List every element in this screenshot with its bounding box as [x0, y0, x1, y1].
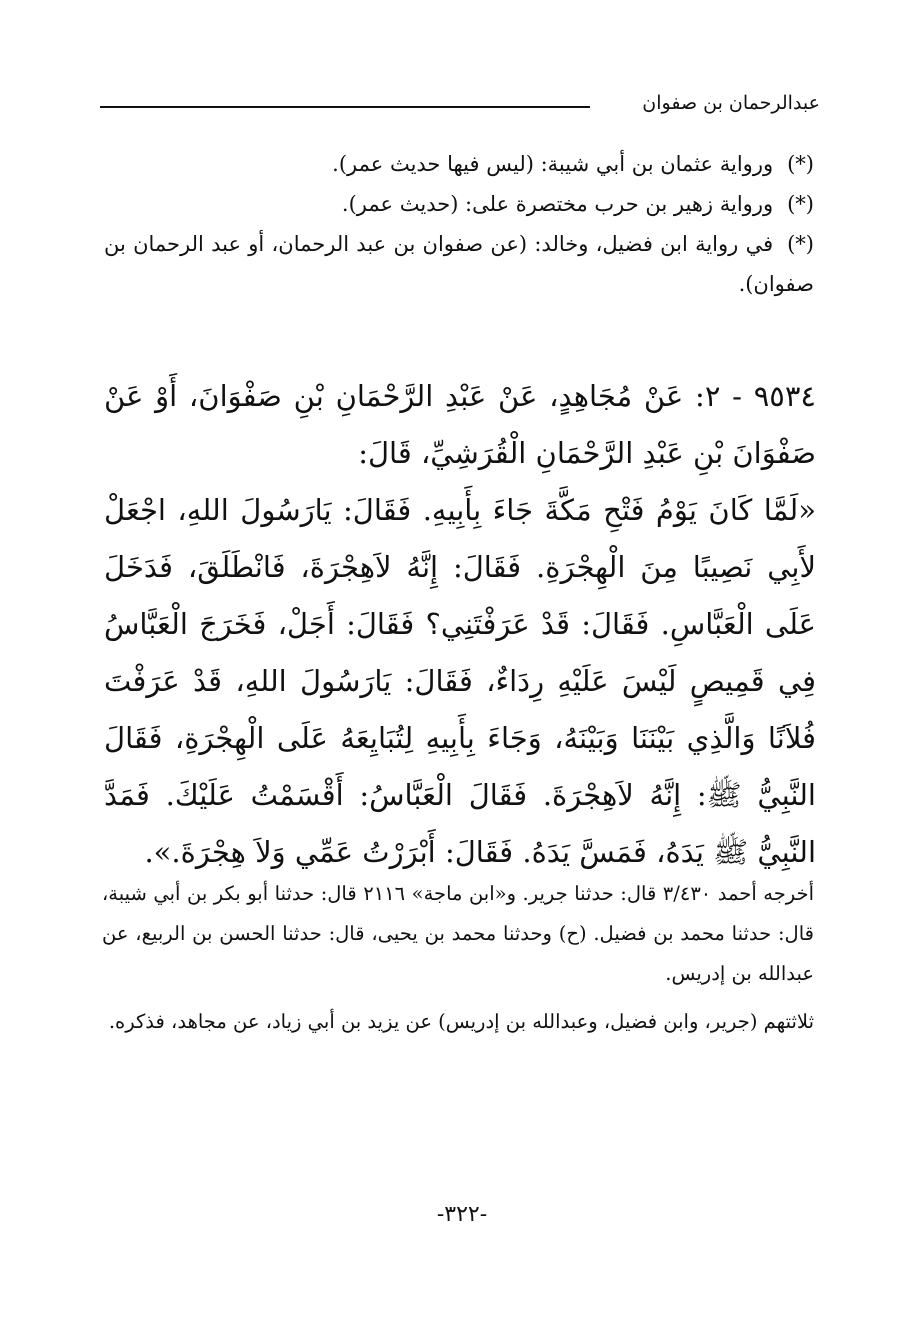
hadith-isnad-text: عَنْ مُجَاهِدٍ، عَنْ عَبْدِ الرَّحْمَانِ بْنِ صَفْوَانَ، أَوْ عَنْ صَفْوَانَ بْنِ عَبْدِ الرَّحْمَانِ الْقُرَشِيِّ، قَالَ:	[104, 379, 816, 470]
takhrij-section	[102, 874, 814, 1042]
takhrij-paragraph: أخرجه أحمد ٣/٤٣٠ قال: حدثنا جرير. و«ابن ماجة» ٢١١٦ قال: حدثنا أبو بكر بن أبي شيبة، قال: حدثنا محمد بن فضيل. (ح) وحدثنا محمد بن يحيى، قال: حدثنا الحسن بن الربيع، عن عبدالله بن إدريس.	[102, 882, 815, 985]
note-text: ورواية عثمان بن أبي شيبة: (ليس فيها حديث عمر).	[332, 152, 774, 176]
note-item	[104, 224, 814, 304]
note-text: في رواية ابن فضيل، وخالد: (عن صفوان بن عبد الرحمان، أو عبد الرحمان بن صفوان).	[104, 232, 814, 296]
variant-notes	[104, 144, 814, 304]
hadith-block	[104, 368, 816, 881]
note-item	[104, 184, 814, 224]
note-marker: (*)	[787, 232, 814, 256]
hadith-matn: «لَمَّا كَانَ يَوْمُ فَتْحِ مَكَّةَ جَاءَ بِأَبِيهِ. فَقَالَ: يَارَسُولَ اللهِ، اجْعَلْ لأَبِي نَصِيبًا مِنَ الْهِجْرَةِ. فَقَالَ: إِنَّهُ لاَهِجْرَةَ، فَانْطَلَقَ، فَدَخَلَ عَلَى الْعَبَّاسِ. فَقَالَ: قَدْ عَرَفْتَنِي؟ فَقَالَ: أَجَلْ، فَخَرَجَ الْعَبَّاسُ فِي قَمِيصٍ لَيْسَ عَلَيْهِ رِدَاءٌ، فَقَالَ: يَارَسُولَ اللهِ، قَدْ عَرَفْتَ فُلاَنًا وَالَّذِي بَيْنَنَا وَبَيْنَهُ، وَجَاءَ بِأَبِيهِ لِتُبَايِعَهُ عَلَى الْهِجْرَةِ، فَقَالَ النَّبِيُّ ﷺ: إِنَّهُ لاَهِجْرَةَ. فَقَالَ الْعَبَّاسُ: أَقْسَمْتُ عَلَيْكَ. فَمَدَّ النَّبِيُّ ﷺ يَدَهُ، فَمَسَّ يَدَهُ. فَقَالَ: أَبْرَرْتُ عَمِّي وَلاَ هِجْرَةَ.».	[104, 493, 816, 869]
running-header	[100, 88, 820, 118]
note-text: ورواية زهير بن حرب مختصرة على: (حديث عمر).	[341, 192, 774, 216]
note-item	[104, 144, 814, 184]
hadith-number: ٩٥٣٤ - ٢:	[695, 379, 816, 413]
note-marker: (*)	[787, 192, 814, 216]
hadith-isnad	[104, 368, 816, 482]
header-rule	[100, 106, 590, 108]
note-marker: (*)	[787, 152, 814, 176]
takhrij-paragraph: ثلاثتهم (جرير، وابن فضيل، وعبدالله بن إدريس) عن يزيد بن أبي زياد، عن مجاهد، فذكره.	[108, 1010, 814, 1033]
running-title: عبدالرحمان بن صفوان	[642, 92, 820, 114]
page-number: -٣٢٢-	[436, 1202, 488, 1227]
